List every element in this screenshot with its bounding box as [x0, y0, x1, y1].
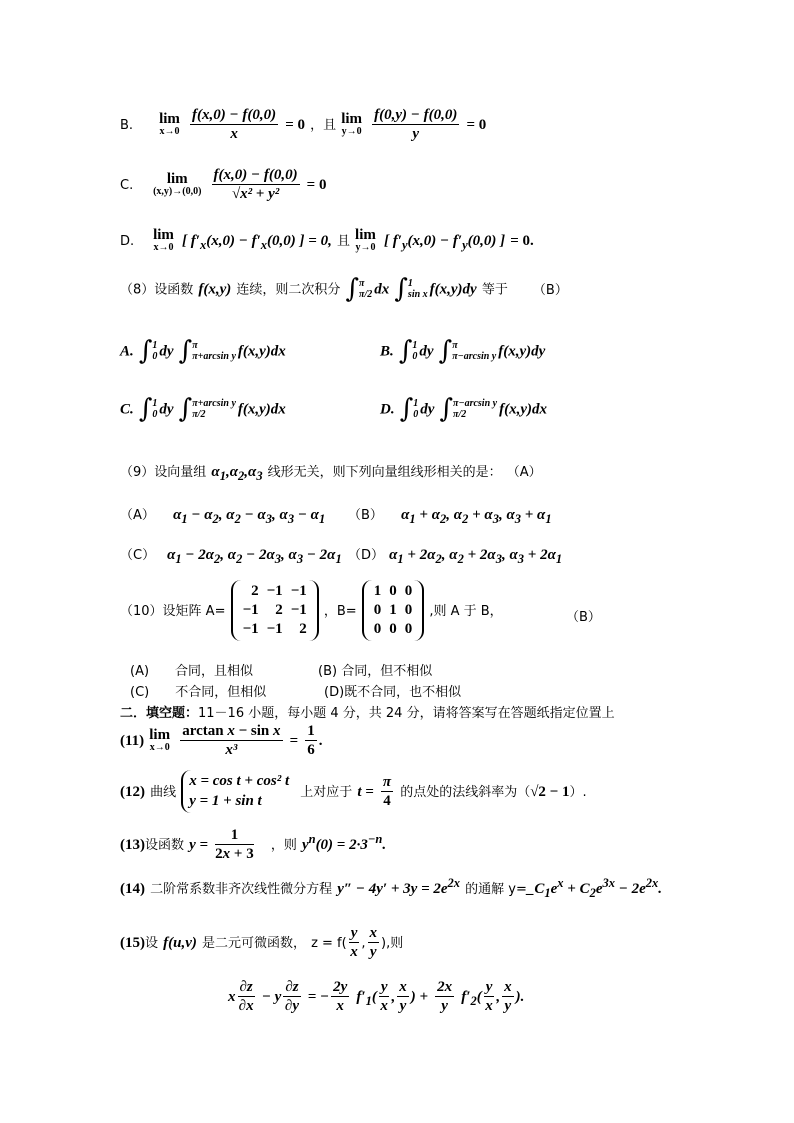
question-11: (11) lim x→0 $\frac{\text{arctan x − sin x}}{\text{x³}}$ = $\frac{1}{6}$ .: [120, 723, 323, 758]
q8-answer: （B）: [532, 282, 568, 298]
matrix-a-cell: 2: [251, 583, 259, 599]
matrix-b-cell: 0: [373, 621, 382, 637]
option-c: C. lim (x,y)→(0,0) $\frac{f(x,0) - f(0,0)}{\text{√x² + y²}}$ = 0: [120, 167, 327, 202]
matrix-a-cell: −1: [242, 621, 259, 637]
matrix-b-cell: 1: [373, 583, 382, 599]
question-13: (13)设函数 y = $\frac{1}{2x + 3}$ ，则 $y^n(0) = 2\cdot 3^{-n}$.: [120, 827, 387, 862]
matrix-b: [362, 580, 425, 641]
matrix-b-cell: 0: [389, 583, 397, 599]
matrix-b-cell: 0: [404, 621, 413, 637]
question-15-formula: x $\frac{\partial z}{\partial x}$ − y $\frac{\partial z}{\partial y}$ = − $\frac{2y}{x}$ $f'_1$( $\frac{y}{x}$ , $\frac{x}{y}$ ) + $\frac{2x}{y}$ $f'_2$( $\frac{y}{x}$ , $\frac{x}{y}$ ).: [228, 979, 525, 1014]
q9-option-d: （D） $\alpha_1 + 2\alpha_2$, $\alpha_2 + 2\alpha_3$, $\alpha_3 + 2\alpha_1$: [348, 547, 563, 566]
q10-choice-d: (D)既不合同，也不相似: [324, 685, 462, 700]
option-b-label: B.: [120, 118, 134, 133]
q9-option-b: （B） $\alpha_1 + \alpha_2$, $\alpha_2 + \alpha_3$, $\alpha_3 + \alpha_1$: [348, 507, 552, 526]
q8-option-b: B. ∫ 1 0 dy ∫ π π−arcsin y f(x,y)dy: [380, 336, 546, 366]
q8-option-c: C. ∫ 1 0 dy ∫ π+arcsin y π/2 f(x,y)dx: [120, 394, 286, 424]
question-12: (12) 曲线 x = cos t + cos² t y = 1 + sin t 上对应于 t = $\frac{\pi}{4}$ 的点处的法线斜率为（√2 − 1）.: [120, 770, 587, 813]
q8-option-d: D. ∫ 1 0 dy ∫ π−arcsin y π/2 f(x,y)dx: [380, 394, 547, 424]
option-d: D. lim x→0 [ $f'_x(x,0) - f'_x(0,0)$ ] = 0, 且 lim y→0 [ $f'_y(x,0) - f'_y(0,0)$ ] = 0.: [120, 227, 534, 253]
matrix-a-cell: −1: [242, 602, 259, 618]
matrix-a-cell: 2: [275, 602, 283, 618]
matrix-b-cell: 0: [404, 583, 413, 599]
matrix-a-cell: −1: [266, 583, 283, 599]
matrix-a-cell: 2: [299, 621, 307, 637]
q10-choice-b: (B) 合同，但不相似: [318, 664, 433, 679]
matrix-b-cell: 0: [404, 602, 413, 618]
matrix-a: [231, 580, 319, 641]
question-10: （10）设矩阵 A= 2 −1 −1 −1 2 −1 −1 −1 2 ，B= 1 0 0 0 1 0 0 0 0 ,则 A 于 B，: [120, 580, 503, 641]
matrix-a-cell: −1: [266, 621, 283, 637]
question-15: (15)设 f(u,v) 是二元可微函数， z = f( $\frac{y}{x}$ , $\frac{x}{y}$ ),则: [120, 925, 404, 960]
matrix-a-cell: −1: [290, 602, 307, 618]
section-2-header: 二．填空题：11－16 小题，每小题 4 分，共 24 分，请将答案写在答题纸指定位置上: [120, 706, 615, 721]
question-9: （9）设向量组 $\alpha_1,\alpha_2,\alpha_3$ 线形无关，则下列向量组线形相关的是： （A）: [120, 464, 542, 483]
matrix-b-cell: 1: [389, 602, 397, 618]
q10-answer: （B）: [566, 610, 601, 625]
question-14: (14) 二阶常系数非齐次线性微分方程 $y'' - 4y' + 3y = 2e^{2x}$ 的通解 $y=\_C_1e^x + C_2e^{3x} - 2e^{2x}$.: [120, 876, 663, 900]
option-b: B. lim x→0 $\frac{f(x,0) - f(0,0)}{x}$ = 0 ，且 lim y→0 $\frac{f(0,y) - f(0,0)}{y}$ = 0: [120, 107, 487, 142]
matrix-b-cell: 0: [389, 621, 397, 637]
matrix-a-cell: −1: [290, 583, 307, 599]
question-8: （8）设函数 f(x,y) 连续，则二次积分 ∫ π π/2 dx ∫ 1 sin x f(x,y)dy 等于 （B）: [120, 274, 568, 304]
fraction: $\frac{f(x,0) - f(0,0)}{x}$: [192, 107, 277, 142]
q8-option-a: A. ∫ 1 0 dy ∫ π π+arcsin y f(x,y)dx: [120, 336, 286, 366]
q9-option-a: （A） $\alpha_1 - \alpha_2$, $\alpha_2 - \alpha_3$, $\alpha_3 - \alpha_1$: [120, 507, 326, 526]
q9-option-c: （C） $\alpha_1 - 2\alpha_2$, $\alpha_2 - 2\alpha_3$, $\alpha_3 - 2\alpha_1$: [120, 547, 342, 566]
q10-choice-a: (A) 合同，且相似: [130, 664, 254, 679]
q10-choice-c: (C) 不合同，但相似: [130, 685, 267, 700]
matrix-b-cell: 0: [373, 602, 382, 618]
